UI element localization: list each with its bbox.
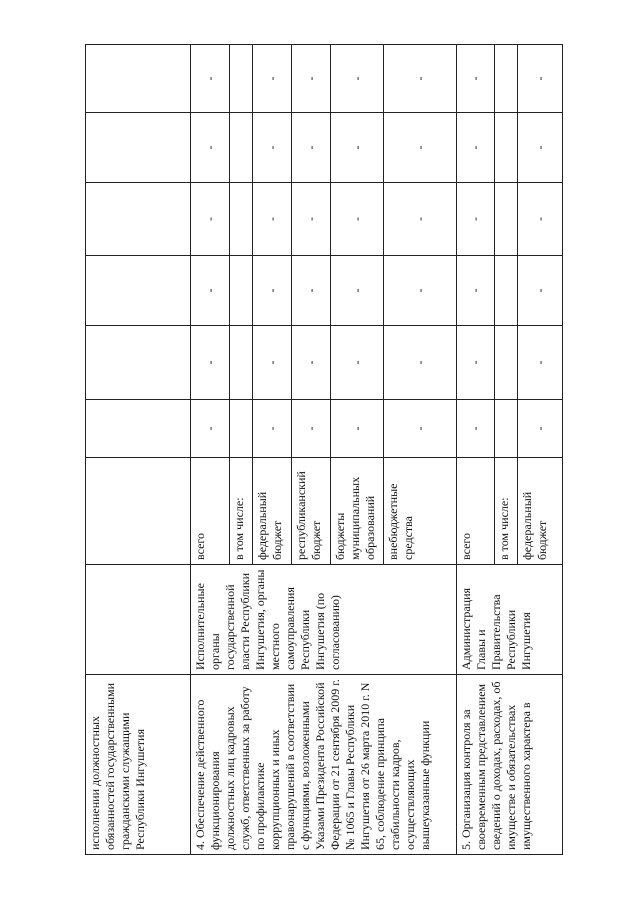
table-row <box>457 45 495 855</box>
program-activities-table <box>85 44 563 855</box>
value-cell: - <box>384 45 457 113</box>
value-cell <box>495 256 518 326</box>
value-cell <box>230 113 253 183</box>
executor-cell-4: Исполнительные органы государственной власти Республики Ингушетия, органы местного самоуправления Республики Ингушетия (по согласованию) <box>191 565 457 675</box>
value-cell <box>86 113 191 183</box>
value-cell: - <box>292 45 331 113</box>
value-cell <box>86 326 191 400</box>
value-cell: - <box>191 113 230 183</box>
value-cell: - <box>457 113 495 183</box>
executor-cell-5: Администрация Главы и Правительства Республики Ингушетия <box>457 565 563 675</box>
value-cell: - <box>253 400 292 458</box>
value-cell: - <box>292 256 331 326</box>
value-cell <box>495 326 518 400</box>
value-cell: - <box>384 400 457 458</box>
value-cell: - <box>331 113 384 183</box>
value-cell <box>86 45 191 113</box>
funding-source-cell: всего <box>191 458 230 565</box>
value-cell: - <box>457 183 495 256</box>
value-cell: - <box>518 183 563 256</box>
value-cell: - <box>331 400 384 458</box>
value-cell <box>495 400 518 458</box>
value-cell: - <box>191 256 230 326</box>
activity-continuation-cell: исполнении должностных обязанностей государственными гражданскими служащими Республики Ингушетия <box>86 675 191 855</box>
table-row <box>191 45 230 855</box>
value-cell: - <box>457 45 495 113</box>
value-cell: - <box>191 45 230 113</box>
funding-source-cell: всего <box>457 458 495 565</box>
value-cell <box>230 183 253 256</box>
value-cell: - <box>253 256 292 326</box>
value-cell: - <box>191 326 230 400</box>
value-cell <box>86 256 191 326</box>
funding-source-cell: внебюджетные средства <box>384 458 457 565</box>
executor-cell <box>86 565 191 675</box>
value-cell: - <box>331 183 384 256</box>
table-row <box>86 45 191 855</box>
value-cell <box>230 256 253 326</box>
funding-source-cell <box>86 458 191 565</box>
value-cell <box>230 45 253 113</box>
funding-source-cell: в том числе: <box>230 458 253 565</box>
value-cell: - <box>292 400 331 458</box>
value-cell: - <box>384 113 457 183</box>
value-cell: - <box>331 326 384 400</box>
value-cell: - <box>253 113 292 183</box>
value-cell: - <box>191 183 230 256</box>
value-cell: - <box>457 400 495 458</box>
value-cell: - <box>253 326 292 400</box>
value-cell <box>495 183 518 256</box>
value-cell <box>230 400 253 458</box>
value-cell: - <box>384 326 457 400</box>
activity-cell-4: 4. Обеспечение действенного функционирования должностных лиц кадровых служб, ответственных за работу по профилактике коррупционных и иных правонарушений в соответствии с функциями, возложенными Указами Президента Российской Федерации от 21 сентября 2009 г. № 1065 и Главы Республики Ингушетия от 26 марта 2010 г. N 65, соблюдение принципа стабильности кадров, осуществляющих вышеуказанные функции <box>191 675 457 855</box>
rotated-page <box>85 45 550 855</box>
funding-source-cell: федеральный бюджет <box>253 458 292 565</box>
funding-source-cell: в том числе: <box>495 458 518 565</box>
value-cell: - <box>331 256 384 326</box>
value-cell: - <box>518 45 563 113</box>
value-cell: - <box>457 256 495 326</box>
value-cell <box>86 400 191 458</box>
funding-source-cell: бюджеты муниципальных образований <box>331 458 384 565</box>
value-cell: - <box>457 326 495 400</box>
value-cell: - <box>191 400 230 458</box>
value-cell: - <box>518 256 563 326</box>
value-cell: - <box>518 113 563 183</box>
value-cell: - <box>292 326 331 400</box>
value-cell: - <box>292 183 331 256</box>
funding-source-cell: республиканский бюджет <box>292 458 331 565</box>
value-cell: - <box>518 326 563 400</box>
activity-cell-5: 5. Организация контроля за своевременным представлением сведений о доходах, расходах, об имуществе и обязательствах имущественного характера в <box>457 675 563 855</box>
value-cell: - <box>384 183 457 256</box>
value-cell <box>495 45 518 113</box>
value-cell <box>86 183 191 256</box>
value-cell: - <box>518 400 563 458</box>
value-cell <box>495 113 518 183</box>
value-cell: - <box>331 45 384 113</box>
value-cell <box>230 326 253 400</box>
value-cell: - <box>384 256 457 326</box>
funding-source-cell: федеральный бюджет <box>518 458 563 565</box>
value-cell: - <box>292 113 331 183</box>
value-cell: - <box>253 45 292 113</box>
value-cell: - <box>253 183 292 256</box>
